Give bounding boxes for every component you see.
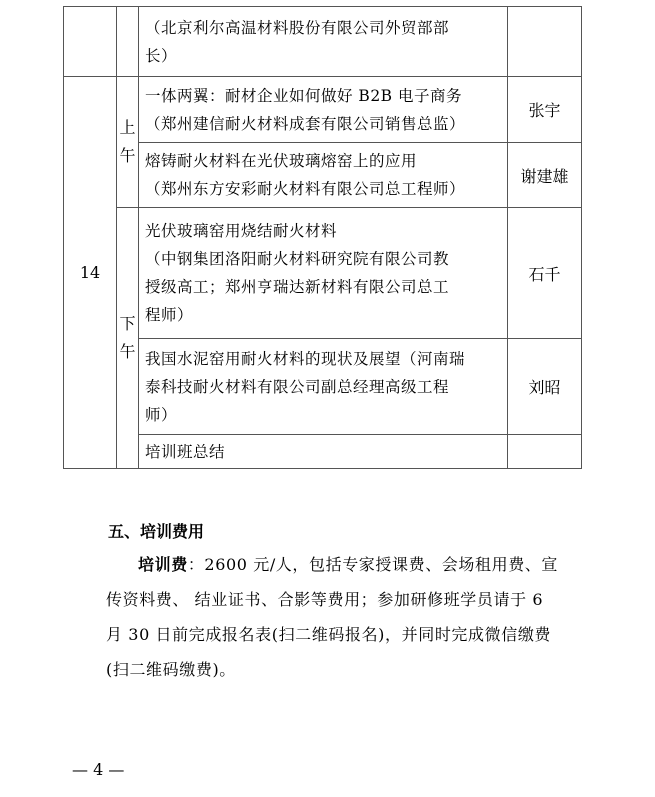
session-cell-empty: [117, 7, 139, 77]
session-char: 上: [119, 118, 136, 137]
day-cell: [64, 77, 117, 469]
speaker-name: 张宇: [528, 101, 561, 120]
speaker-name: 石千: [528, 264, 561, 284]
table-row: [64, 77, 582, 143]
table-row: [64, 435, 582, 469]
speaker-name: 刘昭: [528, 378, 561, 397]
fee-line: 月 30 日前完成报名表(扫二维码报名)，并同时完成微信缴费: [106, 625, 552, 644]
topic-line: 一体两翼：耐材企业如何做好 B2B 电子商务: [145, 86, 462, 105]
topic-line: 我国水泥窑用耐火材料的现状及展望（河南瑞: [145, 349, 466, 368]
topic-line: （郑州建信耐火材料成套有限公司销售总监）: [145, 114, 466, 133]
topic-line: 授级高工；郑州亨瑞达新材料有限公司总工: [145, 278, 450, 296]
table-row: [64, 7, 582, 77]
speaker-name: 谢建雄: [520, 166, 569, 186]
topic-cell: [139, 339, 508, 435]
speaker-cell: [508, 77, 582, 143]
speaker-cell: [508, 208, 582, 339]
topic-line: 长）: [145, 46, 178, 65]
topic-line: 师）: [145, 405, 178, 424]
schedule-table: [63, 6, 582, 469]
fee-line: 传资料费、 结业证书、合影等费用；参加研修班学员请于 6: [106, 590, 544, 609]
topic-line: 光伏玻璃窑用烧结耐火材料: [145, 222, 338, 240]
session-char: 下: [119, 314, 136, 333]
session-am: [117, 77, 139, 208]
session-char: 午: [119, 146, 136, 165]
topic-cell: [139, 77, 508, 143]
day-number: 14: [79, 263, 101, 282]
topic-cell: [139, 143, 508, 208]
speaker-cell-empty: [508, 7, 582, 77]
page-number: — 4 —: [72, 760, 125, 779]
fee-line: (扫二维码缴费)。: [106, 660, 236, 679]
fee-paragraph: [106, 547, 576, 687]
topic-cell: [139, 7, 508, 77]
topic-line: 程师）: [145, 306, 194, 324]
fee-label: 培训费: [138, 555, 188, 574]
topic-cell: [139, 435, 508, 469]
fee-line: [106, 547, 576, 582]
section-heading: 五、培训费用: [108, 522, 205, 541]
topic-line: 培训班总结: [145, 442, 226, 461]
day-cell-empty: [64, 7, 117, 77]
speaker-cell: [508, 143, 582, 208]
table-row: [64, 339, 582, 435]
topic-line: （中钢集团洛阳耐火材料研究院有限公司教: [145, 250, 450, 268]
speaker-cell: [508, 339, 582, 435]
fee-text: ：2600 元/人，包括专家授课费、会场租用费、宣: [187, 555, 559, 574]
table-row: [64, 208, 582, 339]
session-char: 午: [119, 342, 136, 361]
topic-line: 熔铸耐火材料在光伏玻璃熔窑上的应用: [145, 152, 418, 170]
topic-line: 泰科技耐火材料有限公司副总经理高级工程: [145, 377, 450, 396]
speaker-cell-empty: [508, 435, 582, 469]
table-row: [64, 143, 582, 208]
session-pm: [117, 208, 139, 469]
topic-cell: [139, 208, 508, 339]
topic-line: （郑州东方安彩耐火材料有限公司总工程师）: [145, 180, 466, 198]
topic-line: （北京利尔高温材料股份有限公司外贸部部: [145, 18, 450, 37]
